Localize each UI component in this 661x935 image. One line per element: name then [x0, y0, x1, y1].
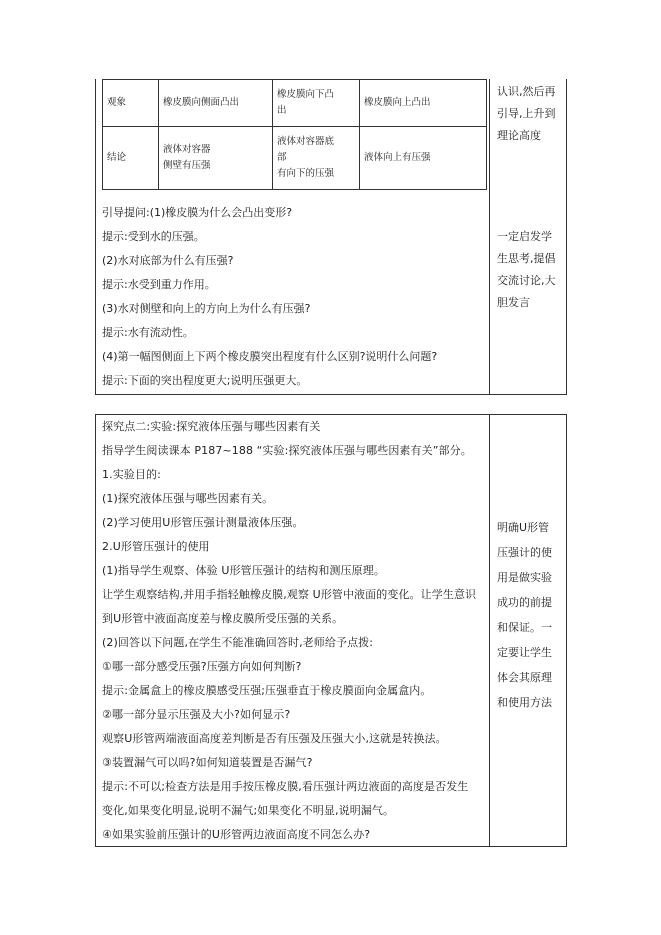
note-line: 定要让学生 [497, 646, 552, 659]
note-line: 交流讨论,大 [497, 274, 556, 287]
note-line: 成功的前提 [497, 596, 552, 609]
body-line: ④如果实验前压强计的U形管两边液面高度不同怎么办? [102, 828, 371, 841]
guide-question: (4)第一幅图侧面上下两个橡皮膜突出程度有什么区别?说明什么问题? [102, 350, 438, 363]
hint-text: 提示:受到水的压强。 [102, 230, 205, 243]
body-line: ②哪一部分显示压强及大小?如何显示? [102, 708, 291, 721]
body-line: 提示:不可以;检查方法是用手按压橡皮膜,看压强计两边液面的高度是否发生 [102, 780, 469, 793]
hint-text: 提示:水有流动性。 [102, 326, 194, 339]
body-line: 到U形管中液面高度差与橡皮膜所受压强的关系。 [102, 612, 344, 625]
table-cell: 液体对容器底 部 有向下的压强 [273, 127, 360, 190]
guide-question: (2)水对底部为什么有压强? [102, 254, 234, 267]
body-line: ③装置漏气可以吗?如何知道装置是否漏气? [102, 756, 313, 769]
body-line: ①哪一部分感受压强?压强方向如何判断? [102, 660, 302, 673]
note-line: 体会其原理 [497, 671, 552, 684]
hint-text: 提示:水受到重力作用。 [102, 278, 216, 291]
guide-question: (3)水对侧壁和向上的方向上为什么有压强? [102, 302, 311, 315]
body-line: (2)学习使用U形管压强计测量液体压强。 [102, 516, 304, 529]
table-row [103, 127, 487, 190]
body-line: 1.实验目的: [102, 468, 161, 481]
note-line: 和保证。一 [497, 621, 552, 634]
teaching-note [497, 226, 563, 314]
body-line: 2.U形管压强计的使用 [102, 540, 210, 553]
body-line: (1)探究液体压强与哪些因素有关。 [102, 492, 274, 505]
column-divider [489, 415, 490, 846]
body-line: 让学生观察结构,并用手指轻触橡皮膜,观察 U形管中液面的变化。让学生意识 [102, 588, 477, 601]
table-cell: 橡皮膜向上凸出 [360, 80, 487, 127]
table-cell: 液体对容器 侧壁有压强 [159, 127, 273, 190]
note-line: 认识,然后再 [497, 85, 556, 98]
note-line: 一定启发学 [497, 230, 552, 243]
body-line: 指导学生阅读课本 P187~188 “实验:探究液体压强与哪些因素有关”部分。 [102, 444, 472, 457]
table-cell: 橡皮膜向侧面凸出 [159, 80, 273, 127]
table-row [103, 80, 487, 127]
note-line: 生思考,提倡 [497, 252, 556, 265]
teaching-note [497, 81, 563, 147]
body-line: (2)回答以下问题,在学生不能准确回答时,老师给予点拨: [102, 636, 374, 649]
note-line: 用是做实验 [497, 571, 552, 584]
note-line: 压强计的使 [497, 546, 552, 559]
note-line: 理论高度 [497, 129, 541, 142]
note-line: 明确U形管 [497, 521, 550, 534]
lesson-table-block-1 [95, 79, 567, 395]
body-line: (1)指导学生观察、体验 U形管压强计的结构和测压原理。 [102, 564, 385, 577]
note-line: 引导,上升到 [497, 107, 556, 120]
note-line: 和使用方法 [497, 696, 552, 709]
table-cell: 观象 [103, 80, 159, 127]
table-cell: 液体向上有压强 [360, 127, 487, 190]
body-line: 变化,如果变化明显,说明不漏气;如果变化不明显,说明漏气。 [102, 804, 395, 817]
body-line: 提示:金属盒上的橡皮膜感受压强;压强垂直于橡皮膜面向金属盒内。 [102, 684, 432, 697]
section-heading: 探究点二:实验:探究液体压强与哪些因素有关 [102, 420, 321, 433]
body-line: 观察U形管两端液面高度差判断是否有压强及压强大小,这就是转换法。 [102, 732, 447, 745]
note-line: 胆发言 [497, 296, 530, 309]
hint-text: 提示:下面的突出程度更大;说明压强更大。 [102, 374, 308, 387]
teaching-note [497, 515, 563, 715]
table-cell: 结论 [103, 127, 159, 190]
observation-table [102, 79, 487, 190]
guide-question: 引导提问:(1)橡皮膜为什么会凸出变形? [102, 206, 293, 219]
lesson-table-block-2 [95, 414, 567, 847]
table-cell: 橡皮膜向下凸 出 [273, 80, 360, 127]
column-divider [489, 79, 490, 394]
